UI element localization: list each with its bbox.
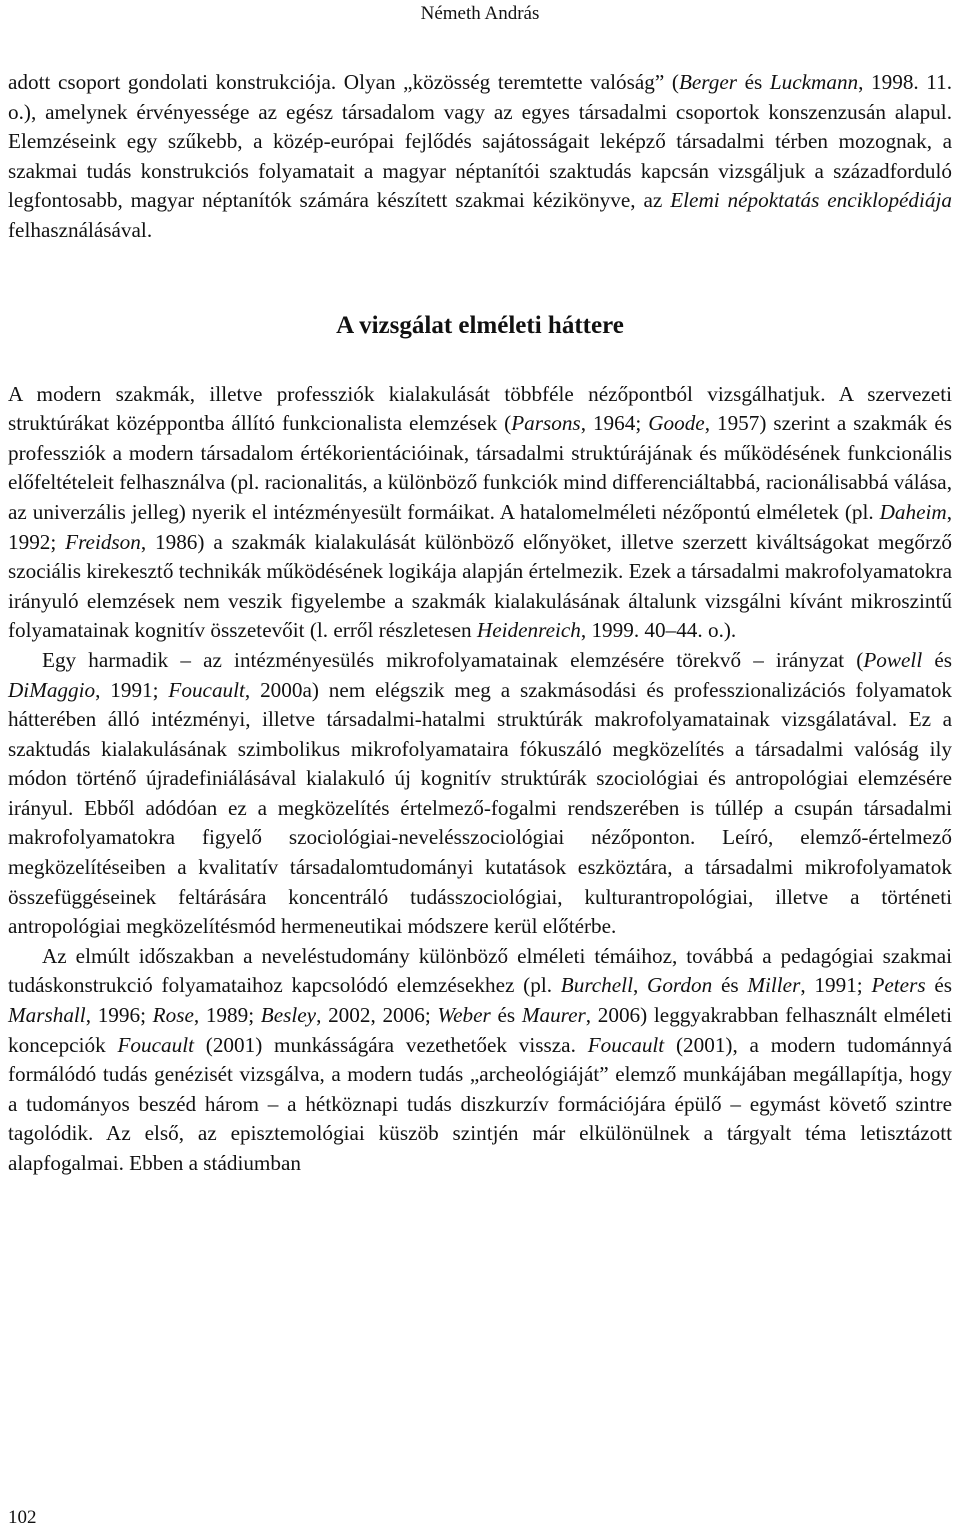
text-run: (2001), a modern tudománnyá formálódó tudás genézisét vizsgálva, a modern tudás „archeológiáját” elemző munkájában megállapítja, hogy a tudományos beszéd három – a hétköznapi tudás diszkurzív formációjára épülő – egymást követő szintre tagolódik. Az első, az episztemológiai küszöb szintjén már elkülönülnek a tárgyalt téma letisztázott alapfogalmai. Ebben a stádiumban	[8, 1032, 953, 1175]
citation-author: Heidenreich	[476, 618, 581, 643]
citation-author: Burchell	[560, 973, 633, 998]
text-run: Az elmúlt időszakban a neveléstudomány különböző elméleti témáihoz, továbbá a pedagógiai szakmai tudáskonstrukció folyamataihoz kapcsolódó elemzésekhez (pl.	[8, 943, 952, 998]
citation-author: Rose	[152, 1003, 194, 1028]
text-run: adott csoport gondolati konstrukciója. Olyan „közösség teremtette valóság” (	[8, 70, 679, 94]
text-run: és	[922, 647, 952, 672]
paragraph	[8, 646, 952, 942]
text-run: , 1998. 11. o.), amelynek érvényessége az egész társadalom vagy az egyes társadalmi csoportok konszenzusán alapul. Elemzéseink egy szűkebb, a közép-európai fejlődés sajátosságait leképző társadalmi térben mozognak, a szakmai tudás konstrukciós folyamatait a magyar néptanítói szaktudás kapcsán vizsgáljuk a századforduló legfontosabb, magyar néptanítók számára készített szakmai kézikönyve, az	[8, 70, 953, 213]
text-run: , 1986) a szakmák kialakulását különböző előnyöket, illetve szerzett kiváltságokat megőrző szociális kirekesztő technikák működésének logikája alapján értelmezik. Ezek a társadalmi makrofolyamatokra irányuló elemzések nem veszik figyelembe a szakmák kialakulásának általunk vizsgálni kívánt mikroszintű folyamatainak kognitív összetevőit (l. erről részletesen	[8, 529, 952, 643]
text-run: és	[490, 1003, 522, 1028]
citation-author: Foucault	[117, 1032, 194, 1057]
text-run: , 1957) szerint a szakmák és professziók a modern társadalom értékorientációinak, társadalmi struktúrájának és működésének funkcionális előfeltételeit felhasználva (pl. racionalitás, a különböző funkciók mind differenciáltabbá, racionálisabbá válása, az univerzális jelleg) nyerik el intézményesült formáikat. A hatalomelméleti nézőpontú elméletek (pl.	[8, 411, 953, 524]
citation-author: Luckmann	[769, 70, 859, 94]
citation-author: Berger	[678, 70, 737, 94]
text-run: , 1992;	[8, 499, 952, 554]
citation-author: Goode	[648, 411, 705, 436]
citation-author: Freidson	[65, 529, 141, 554]
text-run: és	[925, 973, 953, 998]
text-run: ,	[632, 973, 648, 998]
citation-author: Daheim	[879, 499, 947, 524]
text-run: és	[712, 973, 748, 998]
text-run: , 1989;	[193, 1003, 261, 1028]
citation-author: Elemi népoktatás enciklopédiája	[670, 188, 952, 213]
text-run: (2001) munkásságára vezethetőek vissza.	[193, 1032, 588, 1057]
citation-author: Weber	[437, 1003, 491, 1028]
text-run: , 2002, 2006;	[316, 1003, 438, 1028]
section-heading: A vizsgálat elméleti háttere	[336, 311, 624, 339]
text-run: , 1964;	[580, 411, 649, 436]
citation-author: Powell	[863, 647, 923, 672]
text-run: , 2006) leggyakrabban felhasznált elméleti koncepciók	[8, 1003, 953, 1057]
citation-author: Foucault	[168, 677, 245, 702]
citation-author: Maurer	[521, 1003, 586, 1028]
text-run: , 2000a) nem elégszik meg a szakmásodási és professzionalizációs folyamatok hátterében álló intézményi, illetve társadalmi-hatalmi struktúrák makrofolyamatainak vizsgálatával. Ez a szaktudás kialakulásának szimbolikus mikrofolyamataira fókuszáló megközelítés a társadalmi valóság ily módon történő újradefiniálásával kialakuló új kognitív struktúrák szociológiai és antropológiai elemzésére irányul. Ebből adódóan ez a megközelítés értelmező-fogalmi rendszerében is túllép a csupán társadalmi makrofolyamatokra figyelő szociológiai-nevelésszociológiai nézőponton. Leíró, elemző-értelmező megközelítéseiben a kvalitatív társadalomtudományi kutatások eszköztára, a társadalmi mikrofolyamatok összefüggéseinek feltárására koncentráló tudásszociológiai, kulturantropológiai, illetve a történeti antropológiai megközelítésmód hermeneutikai módszere kerül előtérbe.	[8, 677, 953, 939]
text-run: A modern szakmák, illetve professziók kialakulását többféle nézőpontból vizsgálhatjuk. A szervezeti struktúrákat középpontba állító funkcionalista elemzések (	[8, 381, 952, 436]
text-run: felhasználásával.	[8, 217, 153, 242]
page-number: 102	[8, 1507, 37, 1528]
text-run: , 1999. 40–44. o.).	[580, 618, 737, 643]
paragraph	[8, 942, 952, 1179]
running-header-author: Németh András	[420, 3, 540, 24]
text-run: , 1996;	[85, 1003, 153, 1028]
citation-author: Besley	[260, 1003, 317, 1028]
citation-author: Peters	[871, 973, 926, 998]
page-body	[8, 68, 952, 1179]
text-run: , 1991;	[800, 973, 872, 998]
citation-author: Miller	[747, 973, 801, 998]
text-run: , 1991;	[95, 677, 169, 702]
paragraph	[8, 68, 952, 246]
citation-author: Parsons	[511, 411, 581, 436]
main-text	[8, 380, 952, 1179]
citation-author: Gordon	[647, 973, 713, 998]
paragraph	[8, 380, 952, 646]
text-run: Egy harmadik – az intézményesülés mikrofolyamatainak elemzésére törekvő – irányzat (	[42, 647, 864, 672]
citation-author: DiMaggio	[8, 677, 96, 702]
citation-author: Foucault	[587, 1032, 665, 1057]
text-run: és	[737, 70, 770, 94]
intro-text	[8, 68, 952, 246]
citation-author: Marshall	[8, 1003, 86, 1028]
